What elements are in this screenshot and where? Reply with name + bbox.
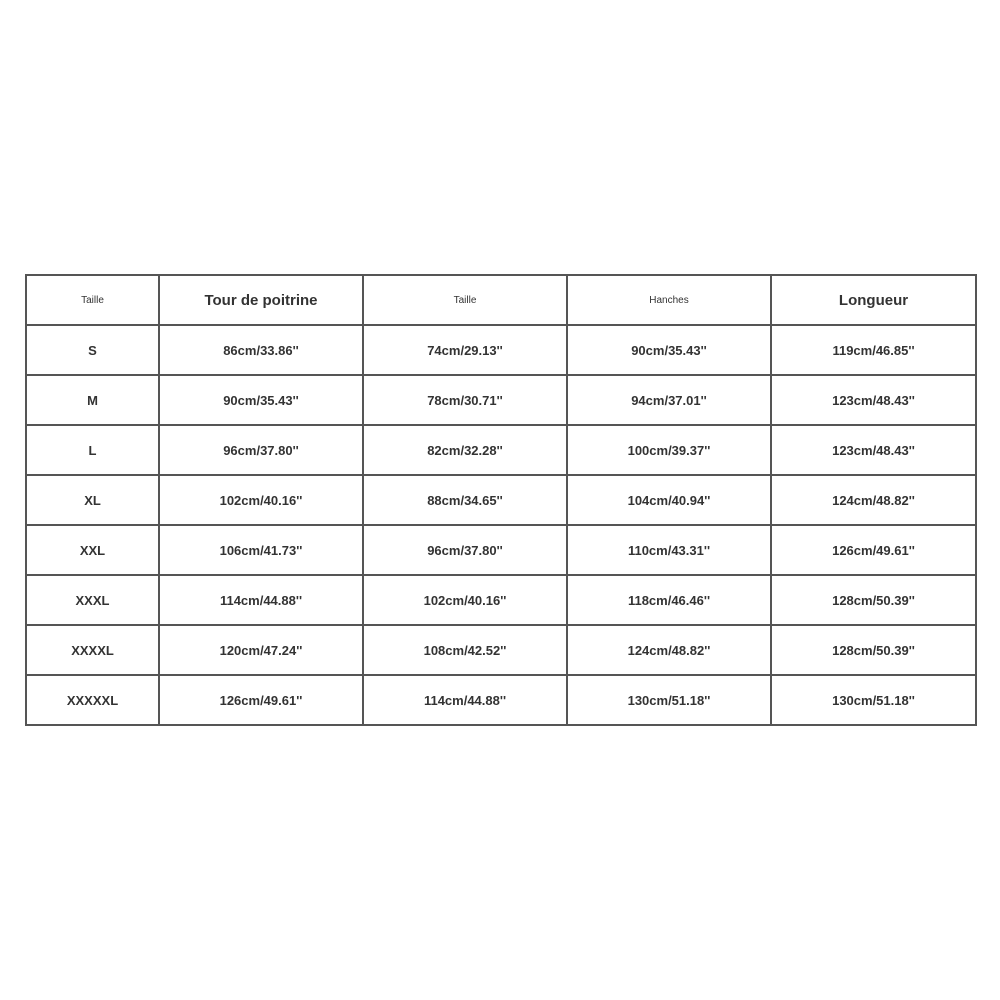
table-row [26,325,976,375]
table-row [26,525,976,575]
waist-cell: 108cm/42.52'' [363,625,567,675]
chest-cell: 86cm/33.86'' [159,325,363,375]
waist-cell: 88cm/34.65'' [363,475,567,525]
waist-cell: 74cm/29.13'' [363,325,567,375]
hips-cell: 104cm/40.94'' [567,475,771,525]
hips-cell: 94cm/37.01'' [567,375,771,425]
chest-cell: 102cm/40.16'' [159,475,363,525]
length-cell: 128cm/50.39'' [771,575,976,625]
size-cell: XXXL [26,575,159,625]
length-cell: 123cm/48.43'' [771,375,976,425]
size-cell: XXL [26,525,159,575]
table-header-row [26,275,976,325]
header-waist: Taille [363,275,567,325]
hips-cell: 130cm/51.18'' [567,675,771,725]
size-chart-table [25,274,977,726]
chest-cell: 114cm/44.88'' [159,575,363,625]
chest-cell: 106cm/41.73'' [159,525,363,575]
header-size: Taille [26,275,159,325]
hips-cell: 118cm/46.46'' [567,575,771,625]
length-cell: 119cm/46.85'' [771,325,976,375]
hips-cell: 124cm/48.82'' [567,625,771,675]
header-hips: Hanches [567,275,771,325]
length-cell: 126cm/49.61'' [771,525,976,575]
waist-cell: 96cm/37.80'' [363,525,567,575]
table-row [26,575,976,625]
size-cell: XXXXXL [26,675,159,725]
size-cell: M [26,375,159,425]
chest-cell: 120cm/47.24'' [159,625,363,675]
waist-cell: 78cm/30.71'' [363,375,567,425]
waist-cell: 82cm/32.28'' [363,425,567,475]
size-cell: S [26,325,159,375]
waist-cell: 114cm/44.88'' [363,675,567,725]
length-cell: 124cm/48.82'' [771,475,976,525]
table-row [26,625,976,675]
table-row [26,675,976,725]
table-row [26,375,976,425]
length-cell: 123cm/48.43'' [771,425,976,475]
chest-cell: 96cm/37.80'' [159,425,363,475]
header-chest: Tour de poitrine [159,275,363,325]
table-row [26,425,976,475]
size-cell: L [26,425,159,475]
hips-cell: 110cm/43.31'' [567,525,771,575]
size-cell: XL [26,475,159,525]
chest-cell: 126cm/49.61'' [159,675,363,725]
chest-cell: 90cm/35.43'' [159,375,363,425]
hips-cell: 90cm/35.43'' [567,325,771,375]
length-cell: 130cm/51.18'' [771,675,976,725]
waist-cell: 102cm/40.16'' [363,575,567,625]
length-cell: 128cm/50.39'' [771,625,976,675]
hips-cell: 100cm/39.37'' [567,425,771,475]
table-row [26,475,976,525]
size-cell: XXXXL [26,625,159,675]
header-length: Longueur [771,275,976,325]
